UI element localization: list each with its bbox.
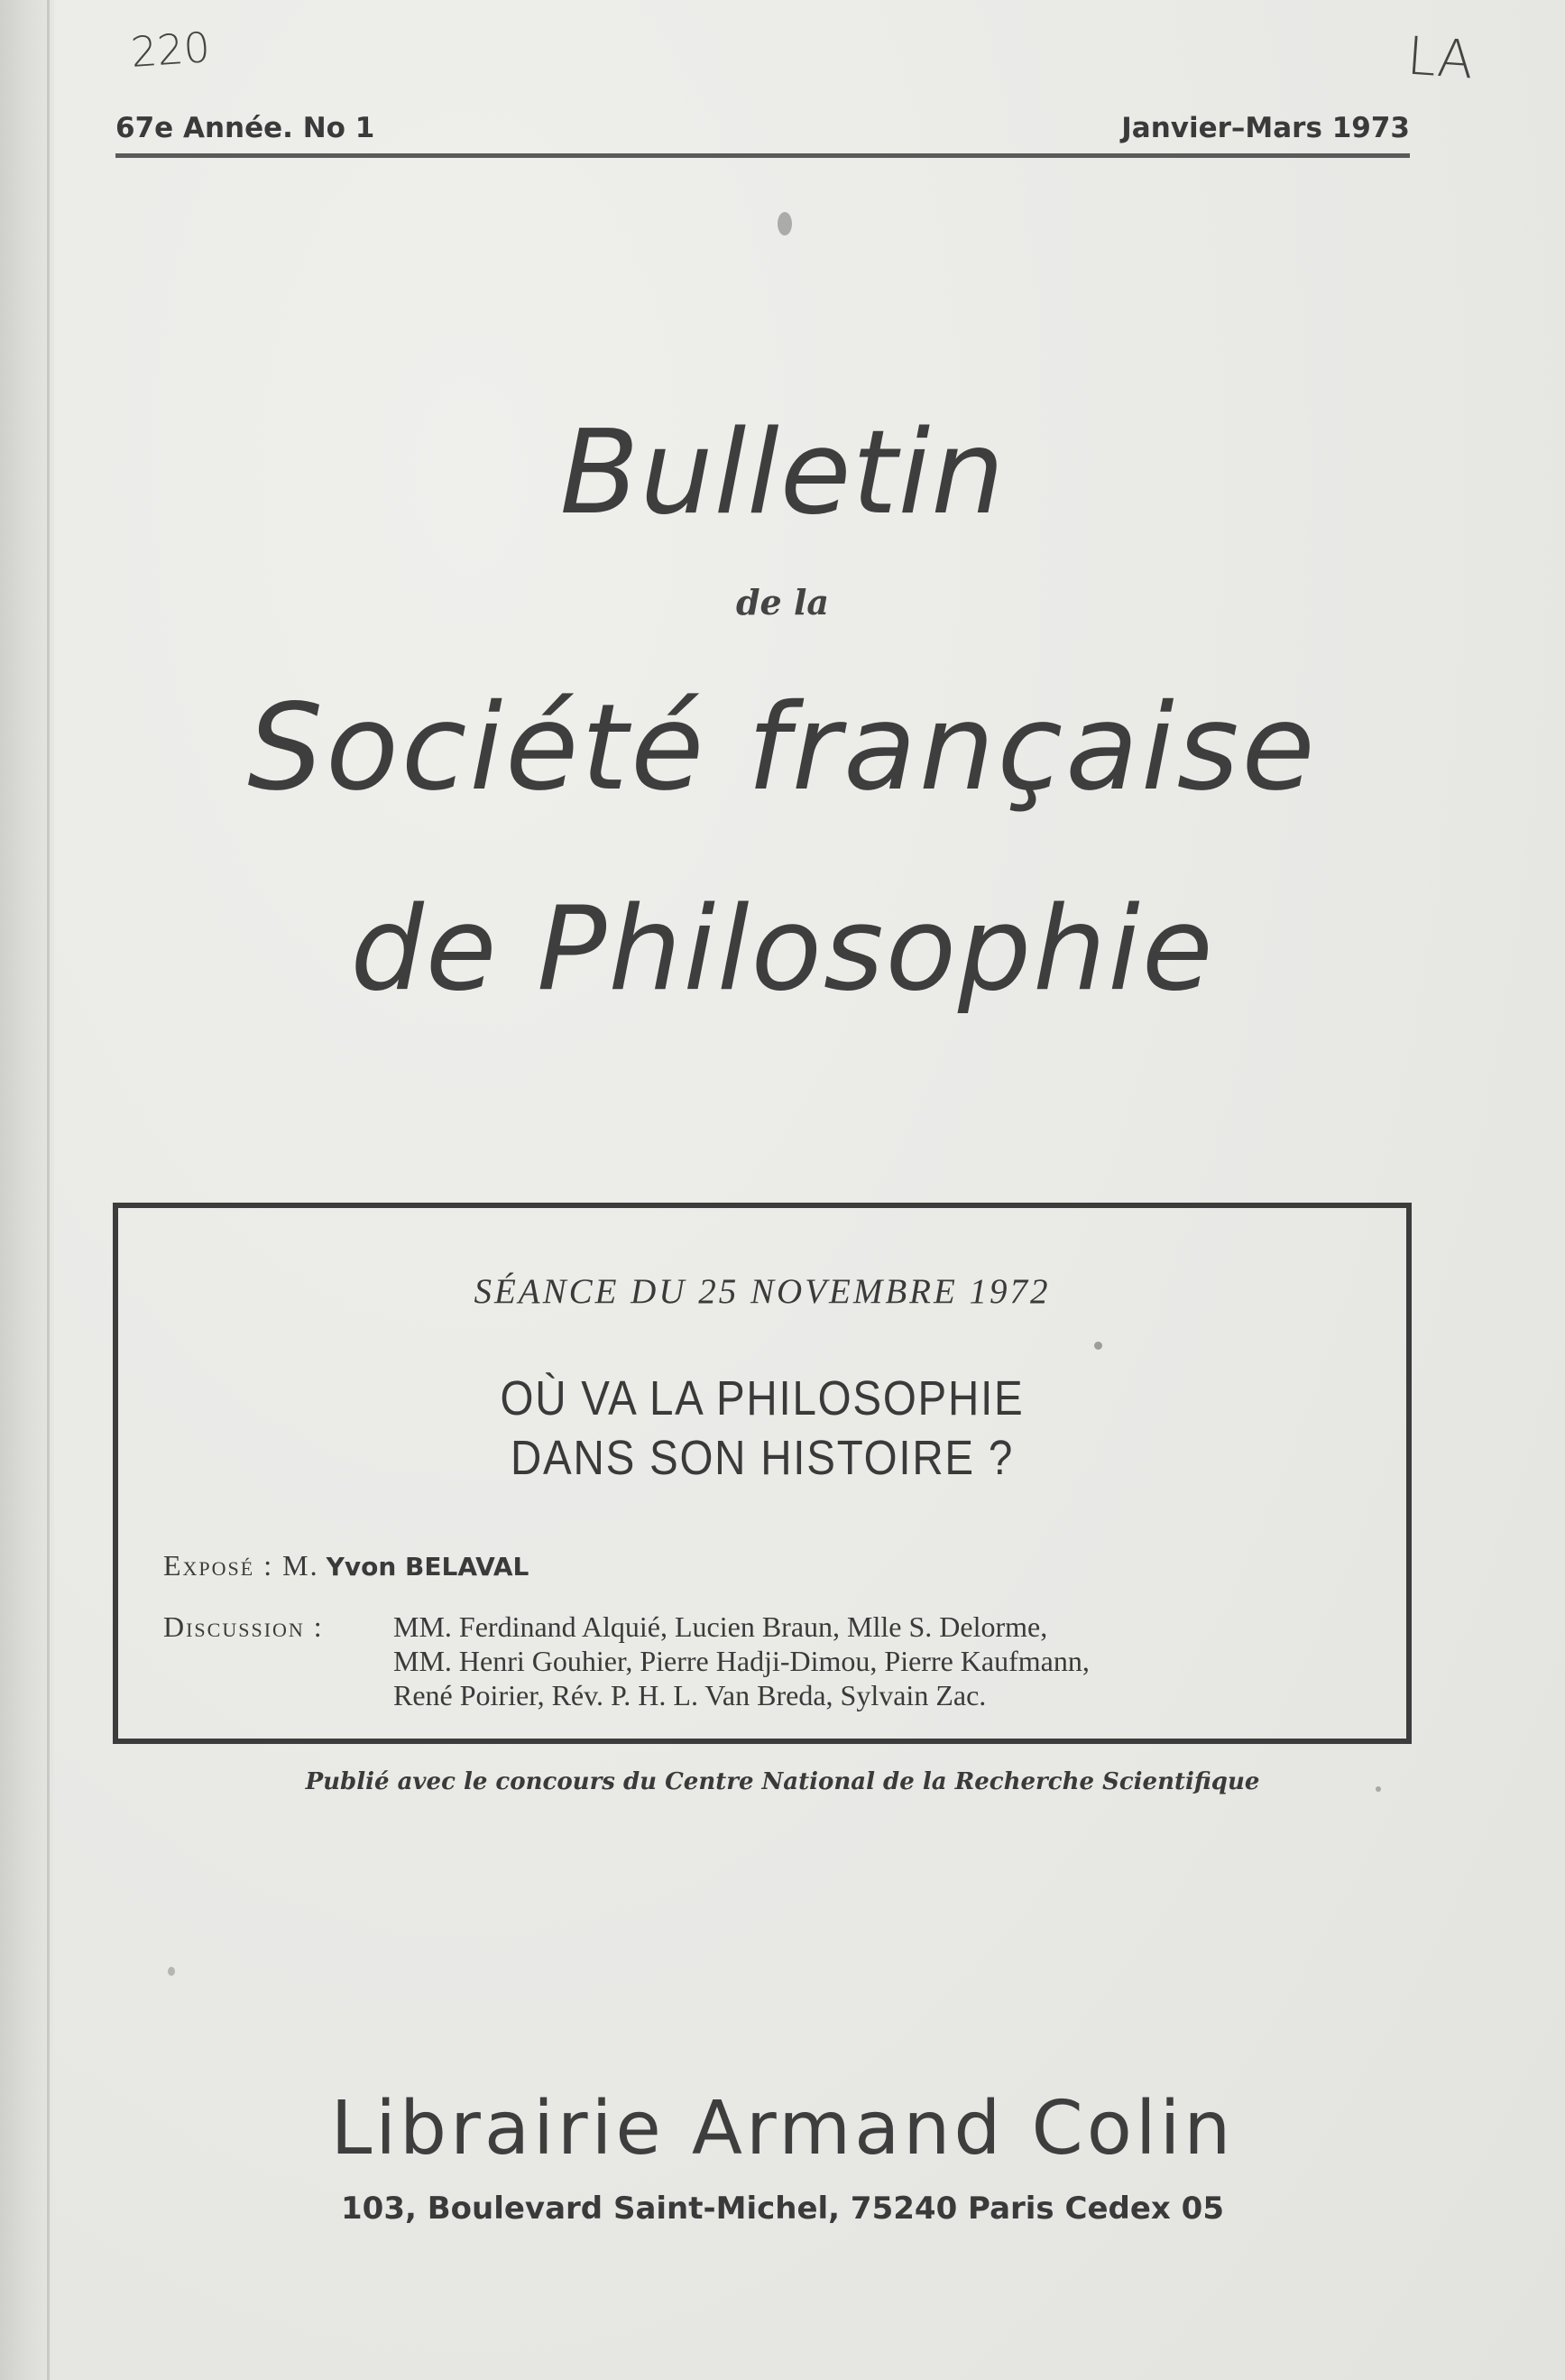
topic-line-1: OÙ VA LA PHILOSOPHIE xyxy=(500,1371,1025,1425)
session-topic xyxy=(196,1369,1330,1488)
spine-edge xyxy=(47,0,50,2380)
handwritten-note-top-right: LA xyxy=(1404,24,1476,91)
issue-header xyxy=(115,112,1410,144)
title-bulletin: Bulletin xyxy=(559,406,1006,540)
discussion-participants xyxy=(393,1610,1090,1712)
publisher-address: 103, Boulevard Saint-Michel, 75240 Paris Cedex 05 xyxy=(341,2191,1224,2227)
topic-line-2: DANS SON HISTOIRE ? xyxy=(510,1431,1015,1485)
expose-row xyxy=(163,1549,529,1582)
title-societe-francaise: Société française xyxy=(247,678,1318,817)
expose-label: Exposé : M. xyxy=(163,1549,319,1582)
discussion-line: MM. Henri Gouhier, Pierre Hadji-Dimou, Pierre Kaufmann, xyxy=(393,1645,1090,1677)
issue-date: Janvier–Mars 1973 xyxy=(1121,112,1410,144)
discussion-block xyxy=(163,1610,1090,1712)
spine-shadow xyxy=(0,0,54,2380)
header-rule xyxy=(115,153,1410,158)
discussion-label: Discussion : xyxy=(163,1610,324,1643)
title-de-la: de la xyxy=(735,582,830,623)
handwritten-note-top-left: 220 xyxy=(129,23,212,77)
discussion-line: René Poirier, Rév. P. H. L. Van Breda, Sylvain Zac. xyxy=(393,1679,987,1711)
paper-speck xyxy=(778,212,792,235)
paper-speck xyxy=(168,1967,175,1976)
paper-speck xyxy=(1094,1342,1102,1350)
title-de-philosophie: de Philosophie xyxy=(350,882,1215,1017)
discussion-line: MM. Ferdinand Alquié, Lucien Braun, Mlle S. Delorme, xyxy=(393,1610,1048,1643)
session-box xyxy=(113,1203,1412,1744)
session-date: SÉANCE DU 25 NOVEMBRE 1972 xyxy=(474,1272,1051,1311)
publisher-name: Librairie Armand Colin xyxy=(330,2086,1235,2172)
expose-speaker: Yvon BELAVAL xyxy=(326,1552,529,1582)
cnrs-notice: Publié avec le concours du Centre National de la Recherche Scientifique xyxy=(305,1768,1260,1795)
paper-speck xyxy=(1376,1786,1381,1792)
issue-number: 67e Année. No 1 xyxy=(115,112,375,144)
